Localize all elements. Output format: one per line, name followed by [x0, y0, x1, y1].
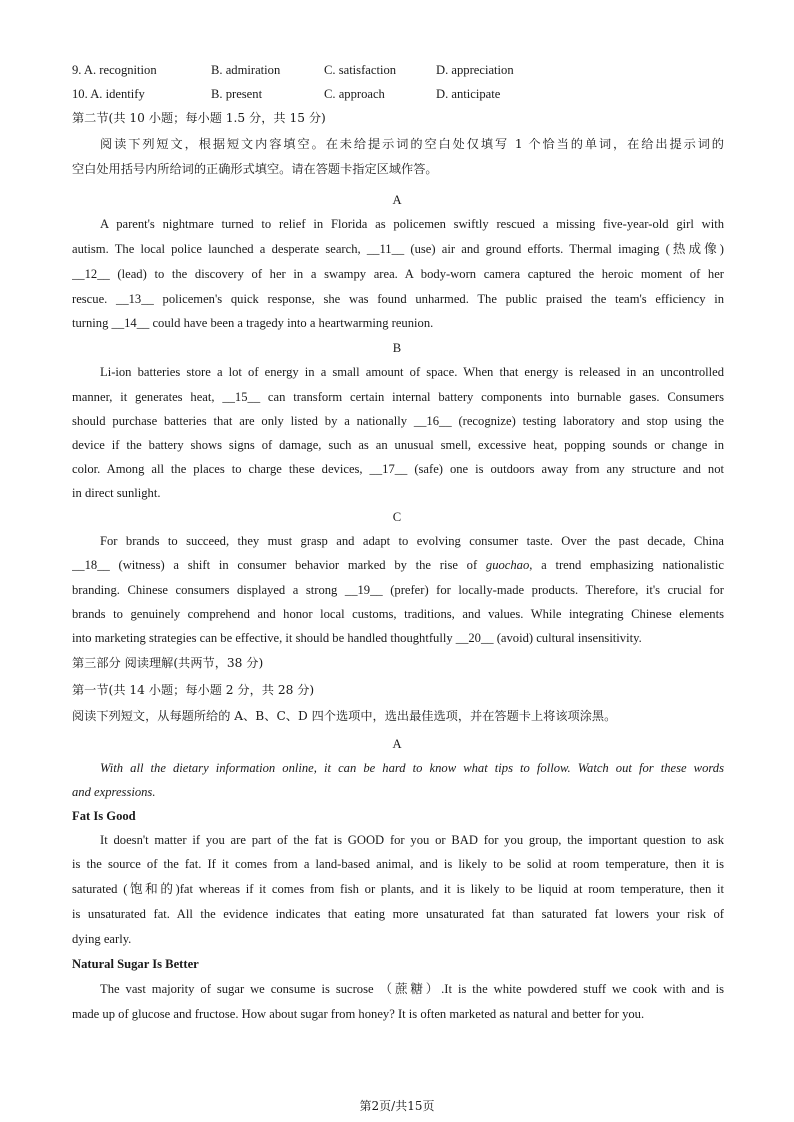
q10-option-b: B. present [211, 87, 263, 101]
para1-line2: is the source of the fat. If it comes from a land-based animal, and is likely to be solid at room temperature, then it is [72, 857, 724, 871]
passage-a-line4: rescue. __13__ policemen's quick response, she was found unharmed. The public praised the team's efficiency in [72, 292, 724, 306]
q9-option-d: D. appreciation [436, 63, 514, 77]
q9-option-b: B. admiration [211, 63, 281, 77]
passage-c-line5: into marketing strategies can be effective, it should be handled thoughtfully __20__ (avoid) cultural insensitivity. [72, 631, 642, 645]
passage-c-line3: branding. Chinese consumers displayed a strong __19__ (prefer) for locally-made products. Therefore, it's crucial for [72, 583, 724, 597]
passage-c-guochao: guochao [485, 558, 530, 572]
passage-a-label: A [392, 193, 402, 207]
reading-a-label: A [392, 737, 402, 751]
passage-b-line4: device if the battery shows signs of damage, such as an unusual smell, excessive heat, popping sounds or change in [72, 438, 724, 452]
para1-line4: is unsaturated fat. All the evidence indicates that eating more unsaturated fat than saturated fat lowers your risk of [72, 907, 724, 921]
reading-a-intro-line2: and expressions. [72, 785, 156, 799]
para2-line1: The vast majority of sugar we consume is sucrose （蔗糖）.It is the white powdered stuff we cook with and is [100, 982, 724, 996]
passage-c-line2-post: , a trend emphasizing nationalistic [529, 558, 724, 572]
part3-sec1-header: 第一节(共 14 小题；每小题 2 分，共 28 分) [72, 683, 315, 697]
passage-b-line3: should purchase batteries that are only listed by a nationally __16__ (recognize) testing laboratory and stop using the [72, 414, 724, 428]
passage-c-line2-pre: __18__ (witness) a shift in consumer behavior marked by the rise of [72, 558, 486, 572]
passage-a-line5: turning __14__ could have been a tragedy into a heartwarming reunion. [72, 316, 434, 330]
passage-c-line1: For brands to succeed, they must grasp and adapt to evolving consumer taste. Over the past decade, China [100, 534, 724, 548]
section2-instruction-line1: 阅读下列短文，根据短文内容填空。在未给提示词的空白处仅填写 1 个恰当的单词，在给出提示词的 [100, 137, 724, 151]
passage-b-label: B [392, 341, 402, 355]
heading-fat-is-good: Fat Is Good [72, 809, 136, 823]
reading-a-intro-line1: With all the dietary information online, it can be hard to know what tips to follow. Watch out for these words [100, 761, 724, 775]
passage-b-line6: in direct sunlight. [72, 486, 161, 500]
heading-natural-sugar: Natural Sugar Is Better [72, 957, 199, 971]
para2-line2: made up of glucose and fructose. How about sugar from honey? It is often marketed as natural and better for you. [72, 1007, 645, 1021]
passage-a-line1: A parent's nightmare turned to relief in Florida as policemen swiftly rescued a missing five-year-old girl with [100, 217, 724, 231]
para1-line1: It doesn't matter if you are part of the fat is GOOD for you or BAD for you group, the important question to ask [100, 833, 724, 847]
para1-line3: saturated (饱和的)fat whereas if it comes from fish or plants, and it is likely to be liquid at room temperature, then it [72, 882, 724, 896]
para1-line5: dying early. [72, 932, 132, 946]
q9-option-a: 9. A. recognition [72, 63, 157, 77]
section2-instruction-line2: 空白处用括号内所给词的正确形式填空。请在答题卡指定区域作答。 [72, 162, 438, 176]
q10-option-a: 10. A. identify [72, 87, 145, 101]
passage-a-line2: autism. The local police launched a desperate search, __11__ (use) air and ground efforts. Thermal imaging (热成像) [72, 242, 724, 256]
part3-instruction: 阅读下列短文，从每题所给的 A、B、C、D 四个选项中，选出最佳选项，并在答题卡上将该项涂黑。 [72, 709, 617, 723]
passage-c-label: C [392, 510, 402, 524]
passage-a-line3: __12__ (lead) to the discovery of her in a swampy area. A body-worn camera captured the heroic moment of her [72, 267, 724, 281]
section2-header: 第二节(共 10 小题；每小题 1.5 分，共 15 分) [72, 111, 326, 125]
passage-b-line5: color. Among all the places to charge these devices, __17__ (safe) one is outdoors away from any structure and not [72, 462, 724, 476]
passage-c-line2 [72, 557, 724, 573]
part3-header: 第三部分 阅读理解(共两节，38 分) [72, 656, 264, 670]
page-number-footer: 第2页/共15页 [359, 1099, 435, 1113]
passage-b-line2: manner, it generates heat, __15__ can transform certain internal battery components into burnable gases. Consumers [72, 390, 724, 404]
passage-b-line1: Li-ion batteries store a lot of energy in a small amount of space. When that energy is released in an uncontrolled [100, 365, 724, 379]
passage-c-line4: brands to genuinely comprehend and honor local customs, traditions, and values. While integrating Chinese elements [72, 607, 724, 621]
q10-option-d: D. anticipate [436, 87, 501, 101]
q10-option-c: C. approach [324, 87, 385, 101]
q9-option-c: C. satisfaction [324, 63, 397, 77]
